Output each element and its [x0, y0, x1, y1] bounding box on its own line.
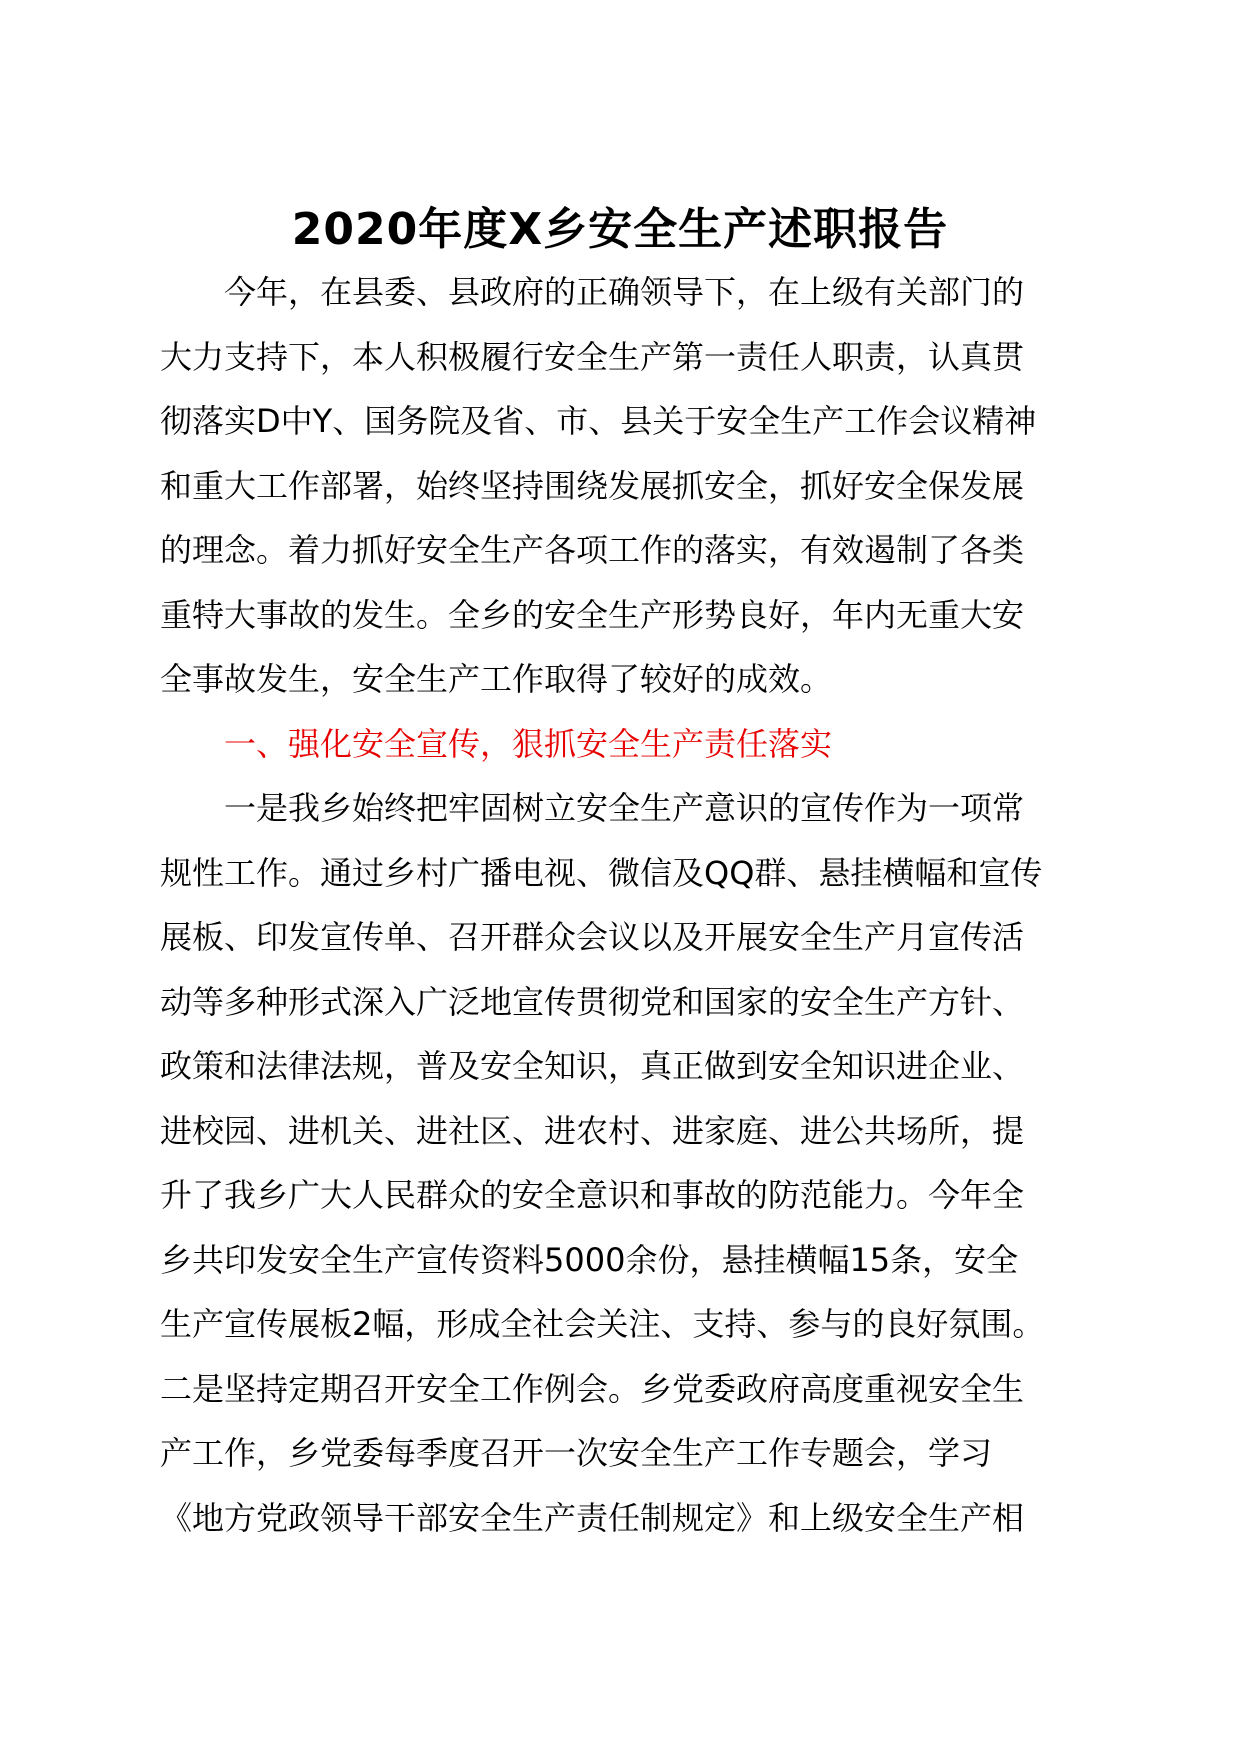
body-text-line: 升了我乡广大人民群众的安全意识和事故的防范能力。今年全	[160, 1176, 1025, 1214]
body-text-line: 产工作，乡党委每季度召开一次安全生产工作专题会，学习	[160, 1434, 993, 1472]
section-heading: 一、强化安全宣传，狠抓安全生产责任落实	[224, 724, 833, 763]
body-text-line: 重特大事故的发生。全乡的安全生产形势良好，年内无重大安	[160, 595, 1025, 634]
body-text-line: 乡共印发安全生产宣传资料5000余份，悬挂横幅15条，安全	[160, 1240, 1019, 1279]
body-text-line: 和重大工作部署，始终坚持围绕发展抓安全，抓好安全保发展	[160, 466, 1025, 505]
body-text-line: 彻落实D中Y、国务院及省、市、县关于安全生产工作会议精神	[160, 402, 1037, 440]
body-text-line: 展板、印发宣传单、召开群众会议以及开展安全生产月宣传活	[160, 918, 1025, 956]
body-text-line: 进校园、进机关、进社区、进农村、进家庭、进公共场所，提	[160, 1111, 1025, 1150]
body-text-line: 的理念。着力抓好安全生产各项工作的落实，有效遏制了各类	[160, 531, 1025, 569]
body-text-line: 今年，在县委、县政府的正确领导下，在上级有关部门的	[224, 273, 1025, 311]
body-text-line: 生产宣传展板2幅，形成全社会关注、支持、参与的良好氛围。	[160, 1305, 1045, 1343]
body-text-line: 《地方党政领导干部安全生产责任制规定》和上级安全生产相	[160, 1498, 1025, 1537]
body-text-line: 政策和法律法规，普及安全知识，真正做到安全知识进企业、	[160, 1047, 1025, 1085]
body-text-line: 动等多种形式深入广泛地宣传贯彻党和国家的安全生产方针、	[160, 982, 1025, 1021]
body-text-line: 一是我乡始终把牢固树立安全生产意识的宣传作为一项常	[224, 789, 1025, 827]
body-text-line: 二是坚持定期召开安全工作例会。乡党委政府高度重视安全生	[160, 1369, 1025, 1408]
document-title: 2020年度X乡安全生产述职报告	[291, 204, 949, 255]
body-text-line: 全事故发生，安全生产工作取得了较好的成效。	[160, 660, 833, 698]
body-text-line: 规性工作。通过乡村广播电视、微信及QQ群、悬挂横幅和宣传	[160, 853, 1043, 892]
body-text-line: 大力支持下，本人积极履行安全生产第一责任人职责，认真贯	[160, 337, 1025, 376]
